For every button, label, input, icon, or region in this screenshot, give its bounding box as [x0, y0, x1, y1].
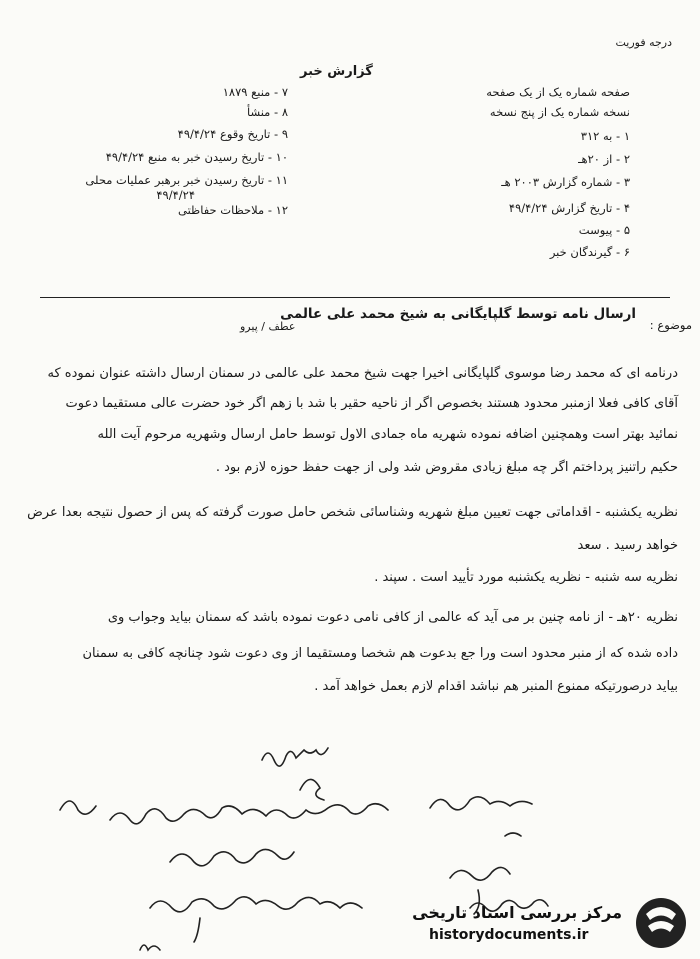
body-line: نظریه سه شنبه - نظریه یکشنبه مورد تأیید است . سپند . [374, 570, 678, 585]
field-report-number: ۳ - شماره گزارش ۲۰۰۳ هـ [501, 175, 630, 189]
archive-logo-icon [632, 896, 690, 950]
field-origin: ۸ - منشأ [246, 105, 288, 119]
body-line: داده شده که از منبر محدود است ورا جع بدعوت هم شخصا ومستقیما از وی دعوت شود چنانچه کافی به سمنان [82, 646, 678, 661]
reference-label: عطف / پیرو [240, 320, 296, 333]
field-news-to-leader-date: ۱۱ - تاریخ رسیدن خبر برهبر عملیات محلی [85, 173, 288, 187]
field-to: ۱ - به ۳۱۲ [580, 129, 630, 143]
subject-label: موضوع : [649, 318, 692, 332]
field-copy-number: نسخه شماره یک از پنج نسخه [489, 105, 630, 119]
watermark-url: historydocuments.ir [429, 927, 589, 943]
body-line: نظریه یکشنبه - اقداماتی جهت تعیین مبلغ شهریه وشناسائی شخص حامل صورت گرفته که پس از حصول نتیجه بعدا عرض [27, 505, 678, 520]
field-report-date: ۴ - تاریخ گزارش ۴۹/۴/۲۴ [508, 201, 630, 215]
field-recipients: ۶ - گیرندگان خبر [549, 245, 630, 259]
body-line: نظریه ۲۰هـ - از نامه چنین بر می آید که عالمی از کافی نامی دعوت نموده باشد که سمنان بیاید وجواب وی [107, 610, 678, 625]
watermark-persian: مرکز بررسی اسناد تاریخی [412, 903, 622, 922]
body-line: حکیم راتنیز پرداختم اگر چه مبلغ زیادی مقروض شد ولی از جهت حفظ حوزه لازم بود . [215, 460, 678, 475]
divider-line [40, 297, 670, 298]
body-line: نمائید بهتر است وهمچنین اضافه نموده شهریه ماه جمادی الاول توسط حامل ارسال وشهریه مرحوم آیت الله [97, 427, 678, 442]
body-line: آقای کافی فعلا ازمنبر محدود هستند بخصوص اگر از ناحیه حقیر با شد با زهم اگر خود حضرت عالی مستقیما دعوت [65, 396, 678, 411]
report-title: گزارش خبر [300, 64, 373, 79]
body-line: درنامه ای که محمد رضا موسوی گلپایگانی اخیرا جهت شیخ محمد علی عالمی در سمنان ارسال داشته عنوان نموده که [47, 366, 678, 381]
subject-text: ارسال نامه توسط گلپایگانی به شیخ محمد علی عالمی [280, 306, 636, 322]
field-news-to-leader-value: ۴۹/۴/۲۴ [156, 188, 195, 202]
body-line: بیاید درصورتیکه ممنوع المنبر هم نباشد اقدام لازم بعمل خواهد آمد . [314, 679, 678, 694]
field-source: ۷ - منبع ۱۸۷۹ [222, 85, 288, 99]
field-occurrence-date: ۹ - تاریخ وقوع ۴۹/۴/۲۴ [177, 127, 288, 141]
body-line: خواهد رسید . سعد [577, 538, 678, 553]
handwritten-annotations [0, 740, 700, 959]
field-page-number: صفحه شماره یک از یک صفحه [486, 85, 630, 99]
field-from: ۲ - از ۲۰هـ [578, 152, 630, 166]
classification-label: درجه فوریت [615, 36, 672, 49]
field-attachment: ۵ - پیوست [578, 223, 630, 237]
field-security-notes: ۱۲ - ملاحظات حفاظتی [177, 203, 288, 217]
field-news-to-source-date: ۱۰ - تاریخ رسیدن خبر به منبع ۴۹/۴/۲۴ [105, 150, 288, 164]
